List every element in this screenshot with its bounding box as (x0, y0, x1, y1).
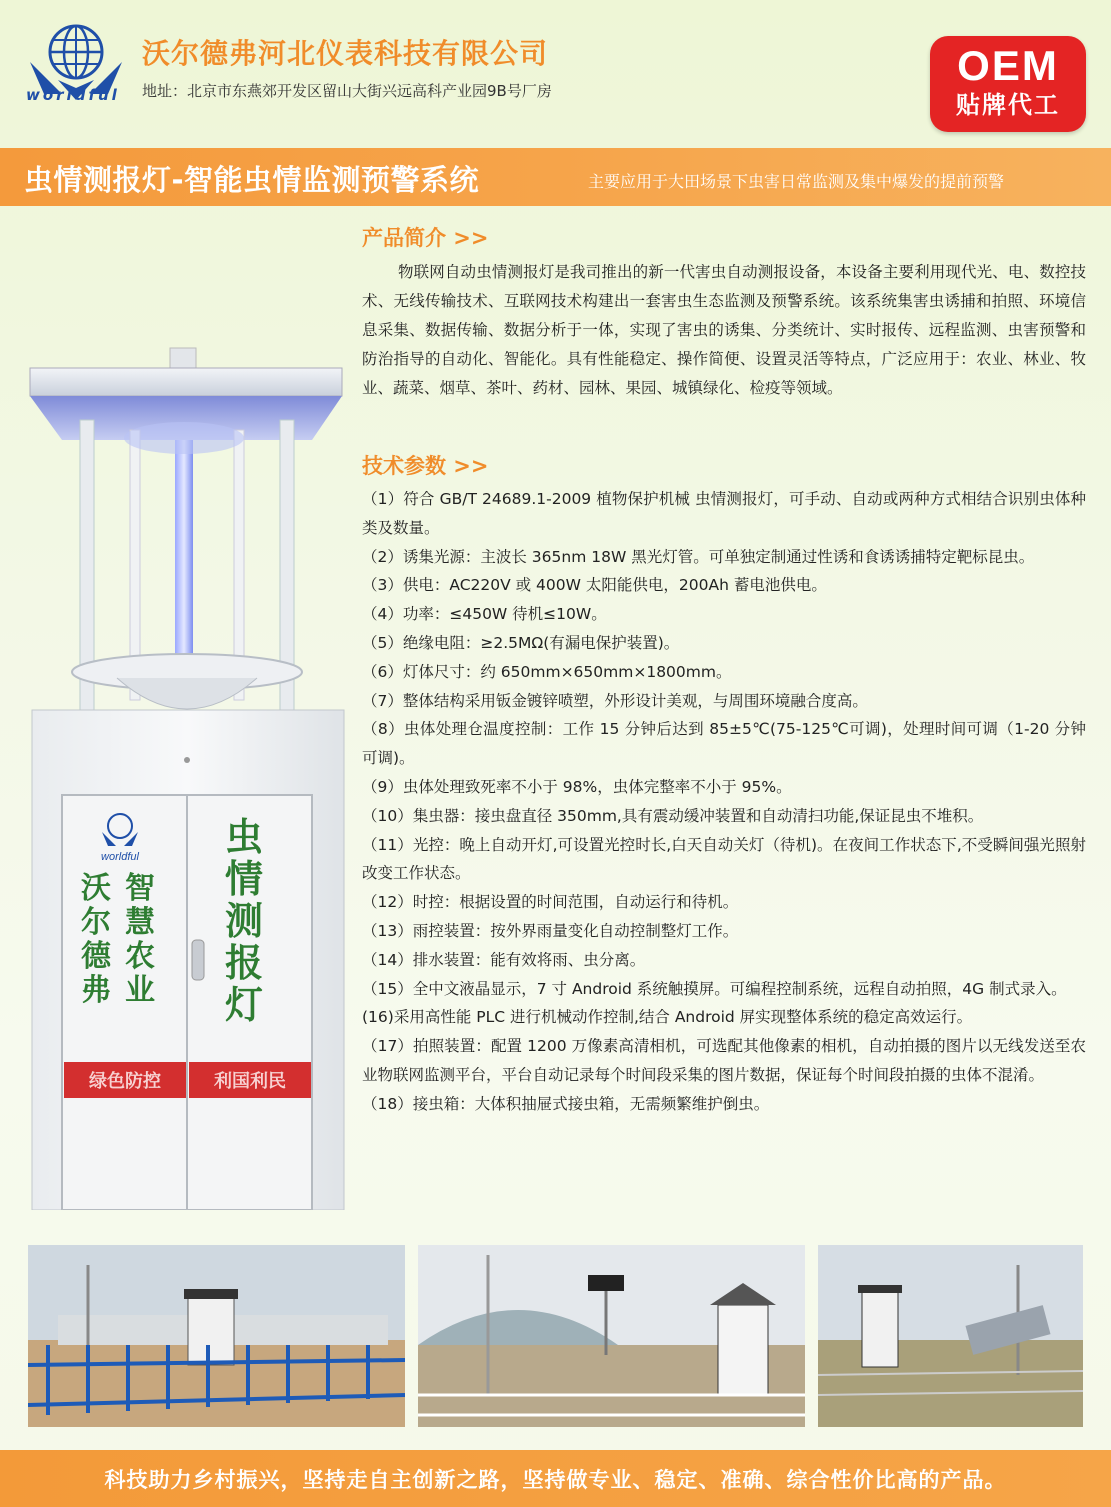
header (0, 0, 1111, 142)
logo-wordmark: worldful (26, 86, 120, 104)
params-list (362, 485, 1086, 1119)
door-brand-left-col1-char: 尔 (81, 905, 111, 940)
door-brand-right-char: 测 (224, 898, 264, 943)
door-brand-left-col1-char: 德 (81, 939, 111, 974)
door-brand-left-col1-char: 沃 (81, 871, 111, 906)
oem-badge (930, 36, 1086, 132)
params-heading: 技术参数 >> (362, 454, 489, 478)
company-name: 沃尔德弗河北仪表科技有限公司 (142, 37, 549, 70)
door-brand-left-col2-char: 农 (125, 939, 155, 974)
door-brand-right-char: 虫 (224, 814, 264, 859)
band-left-text: 绿色防控 (89, 1071, 161, 1092)
param-item: （14）排水装置：能有效将雨、虫分离。 (362, 950, 646, 969)
param-item: （1）符合 GB/T 24689.1-2009 植物保护机械 虫情测报灯，可手动、自动或两种方式相结合识别虫体种类及数量。 (362, 490, 1086, 537)
param-item: （10）集虫器：接虫盘直径 350mm,具有震动缓冲装置和自动清扫功能,保证昆虫不堆积。 (362, 806, 984, 825)
door-brand-left-col2-char: 慧 (125, 905, 155, 940)
company-address: 地址：北京市东燕郊开发区留山大街兴远高科产业园9B号厂房 (142, 82, 552, 100)
product-subtitle: 主要应用于大田场景下虫害日常监测及集中爆发的提前预警 (588, 172, 1005, 191)
door-logo-text: worldful (101, 851, 139, 863)
door-brand-right-char: 报 (224, 940, 264, 985)
field-photo-1 (28, 1245, 405, 1427)
param-item: （17）拍照装置：配置 1200 万像素高清相机，可选配其他像素的相机，自动拍摄的图片以无线发送至农业物联网监测平台，平台自动记录每个时间段采集的图片数据，保证每个时间段拍摄的虫体不混淆。 (362, 1037, 1086, 1084)
param-item: (16)采用高性能 PLC 进行机械动作控制,结合 Android 屏实现整体系统的稳定高效运行。 (362, 1008, 973, 1027)
param-item: （11）光控：晚上自动开灯,可设置光控时长,白天自动关灯（待机)。在夜间工作状态下,不受瞬间强光照射改变工作状态。 (362, 835, 1086, 883)
door-brand-right-char: 情 (224, 856, 264, 901)
door-brand-right-char: 灯 (224, 982, 264, 1027)
door-brand-left-col2-char: 智 (125, 871, 155, 906)
product-title: 虫情测报灯-智能虫情监测预警系统 (24, 163, 480, 197)
param-item: （2）诱集光源：主波长 365nm 18W 黑光灯管。可单独定制通过性诱和食诱诱捕特定靶标昆虫。 (362, 547, 1035, 566)
title-bar (0, 148, 1111, 206)
param-item: （3）供电：AC220V 或 400W 太阳能供电，200Ah 蓄电池供电。 (362, 576, 827, 595)
param-item: （5）绝缘电阻：≥2.5MΩ(有漏电保护装置)。 (362, 633, 680, 652)
param-item: （7）整体结构采用钣金镀锌喷塑，外形设计美观，与周围环境融合度高。 (362, 691, 868, 710)
intro-heading: 产品简介 >> (362, 226, 489, 250)
param-item: （6）灯体尺寸：约 650mm×650mm×1800mm。 (362, 662, 732, 681)
param-item: （9）虫体处理致死率不小于 98%，虫体完整率不小于 95%。 (362, 777, 792, 796)
insect-trap-lamp-image (22, 340, 352, 1210)
oem-badge-title: OEM (957, 42, 1059, 89)
field-photo-3 (818, 1245, 1083, 1427)
footer-slogan: 科技助力乡村振兴，坚持走自主创新之路，坚持做专业、稳定、准确、综合性价比高的产品。 (104, 1468, 1007, 1492)
param-item: （12）时控：根据设置的时间范围，自动运行和待机。 (362, 893, 739, 912)
param-item: （8）虫体处理仓温度控制：工作 15 分钟后达到 85±5℃(75-125℃可调)，处理时间可调（1-20 分钟可调)。 (362, 720, 1086, 768)
param-item: （4）功率：≤450W 待机≤10W。 (362, 605, 607, 624)
footer-bar (0, 1450, 1111, 1507)
door-brand-left-col1-char: 弗 (81, 973, 111, 1008)
oem-badge-subtitle: 贴牌代工 (956, 91, 1060, 119)
door-brand-left-col2-char: 业 (125, 973, 155, 1008)
param-item: （13）雨控装置：按外界雨量变化自动控制整灯工作。 (362, 921, 739, 940)
band-right-text: 利国利民 (214, 1071, 286, 1092)
param-item: （15）全中文液晶显示，7 寸 Android 系统触摸屏。可编程控制系统，远程自动拍照，4G 制式录入。 (362, 979, 1067, 998)
intro-body: 物联网自动虫情测报灯是我司推出的新一代害虫自动测报设备，本设备主要利用现代光、电、数控技术、无线传输技术、互联网技术构建出一套害虫生态监测及预警系统。该系统集害虫诱捕和拍照、环境信息采集、数据传输、数据分析于一体，实现了害虫的诱集、分类统计、实时报传、远程监测、虫害预警和防治指导的自动化、智能化。具有性能稳定、操作简便、设置灵活等特点，广泛应用于：农业、林业、牧业、蔬菜、烟草、茶叶、药材、园林、果园、城镇绿化、检疫等领域。 (362, 263, 1086, 397)
param-item: （18）接虫箱：大体积抽屉式接虫箱，无需频繁维护倒虫。 (362, 1094, 770, 1113)
field-photo-2 (418, 1245, 805, 1427)
